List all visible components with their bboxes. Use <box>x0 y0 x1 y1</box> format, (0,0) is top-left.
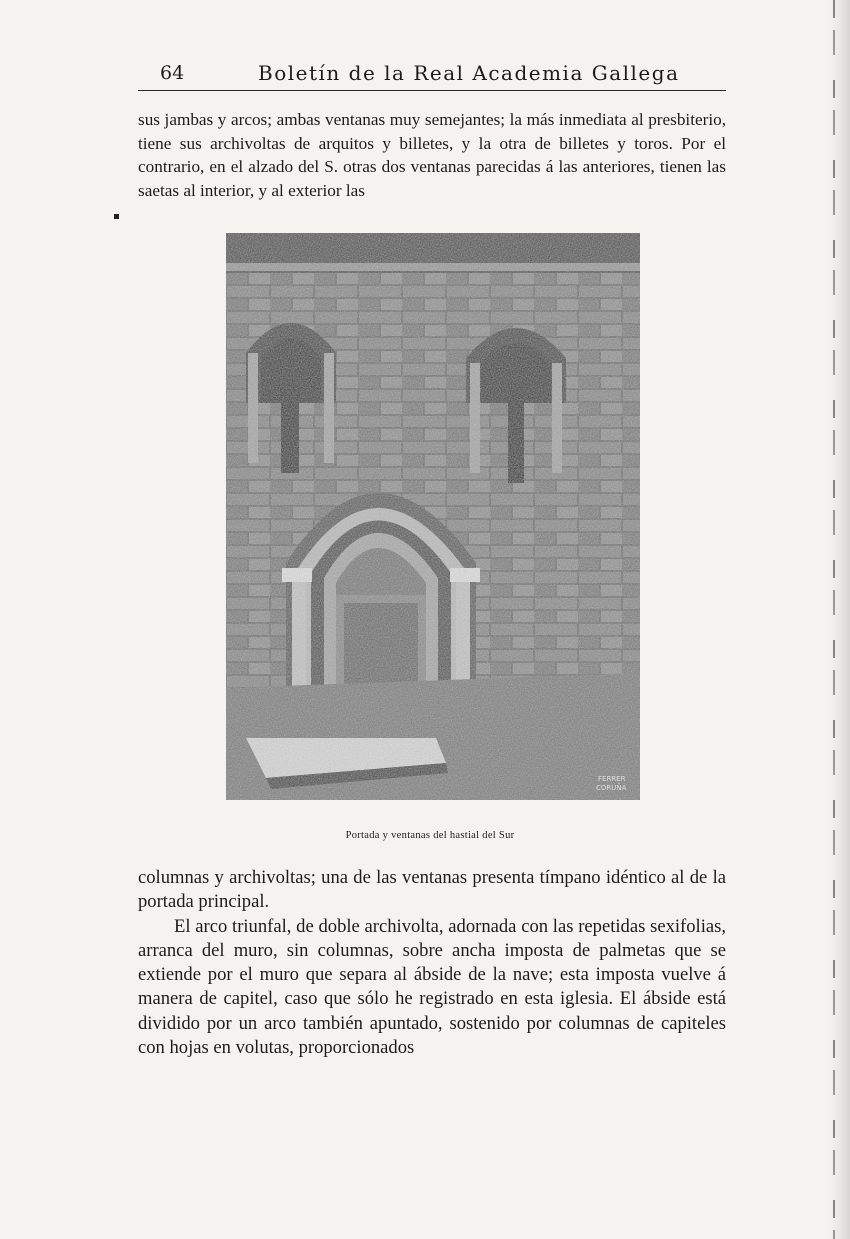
running-header <box>138 60 726 91</box>
page-edge-line <box>833 0 835 1239</box>
paragraph-bottom <box>138 866 726 1060</box>
figure-caption: Portada y ventanas del hastial del Sur <box>345 830 515 841</box>
ink-mark <box>114 214 119 219</box>
page-number: 64 <box>160 62 185 84</box>
paragraph-top <box>138 108 726 202</box>
photo-figure <box>226 233 640 800</box>
journal-title: Boletín de la Real Academia Gallega <box>258 61 680 85</box>
paragraph-bottom-text-2: El arco triunfal, de doble archivolta, adornada con las repetidas sexifolias, arranca del muro, sin columnas, sobre ancha imposta de palmetas que se extiende por el muro que separa al ábside de la nave; esta imposta vuelve á manera de capitel, caso que sólo he registrado en esta iglesia. El ábside está dividido por un arco también apuntado, sostenido por columnas de capiteles con hojas en volutas, proporcionados <box>138 915 726 1059</box>
page-edge-shadow <box>828 0 850 1239</box>
paragraph-top-text: sus jambas y arcos; ambas ventanas muy semejantes; la más inmediata al presbiterio, tiene sus archivoltas de arquitos y billetes, y la otra de billetes y toros. Por el contrario, en el alzado del S. otras dos ventanas parecidas á las anteriores, tienen las saetas al interior, y al exterior las <box>138 110 726 200</box>
photo-watermark-text-2: CORUÑA <box>596 784 627 792</box>
church-portal-photo <box>226 233 640 800</box>
paragraph-bottom-text-1: columnas y archivoltas; una de las ventanas presenta tímpano idéntico al de la portada principal. <box>138 867 726 913</box>
photo-watermark-text: FERRER <box>598 775 626 783</box>
